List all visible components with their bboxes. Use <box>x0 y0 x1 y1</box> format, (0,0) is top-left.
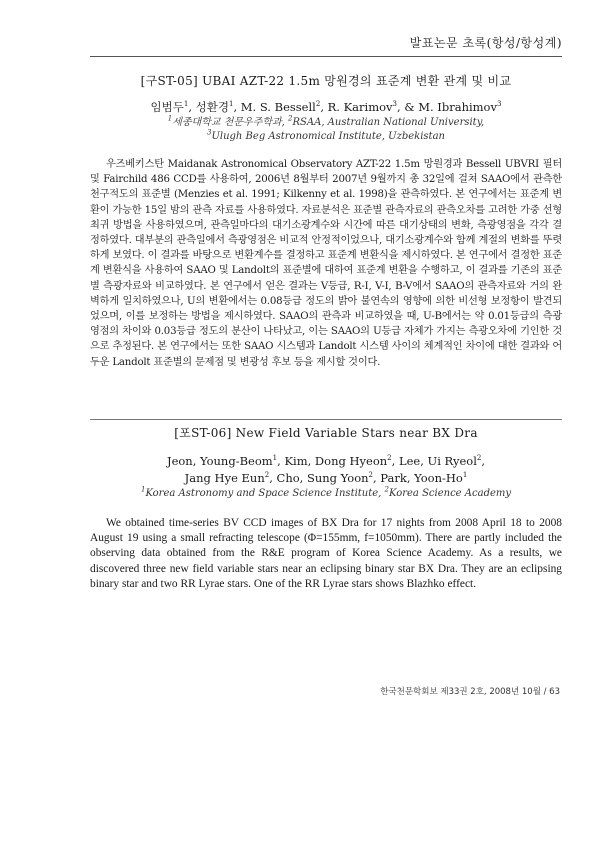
affiliation-mark: 1 <box>167 114 173 123</box>
author-name: , Kim, Dong Hyeon <box>277 454 388 468</box>
affiliation-text: Korea Astronomy and Space Science Institute, <box>145 488 385 499</box>
abstract <box>90 157 562 370</box>
author-name: , Lee, Ui Ryeol <box>391 454 477 468</box>
page-footer: 한국천문학회보 제33권 2호, 2008년 10월 / 63 <box>380 687 560 697</box>
paper-title: [포ST-06] New Field Variable Stars near BX Dra <box>174 426 478 440</box>
author-name: , & M. Ibrahimov <box>397 100 497 114</box>
author-affiliation-mark: 3 <box>392 100 398 109</box>
author-name: Jeon, Young-Beom <box>166 454 273 468</box>
author-name: , Cho, Sung Yoon <box>269 471 369 485</box>
author-name: , <box>481 454 486 468</box>
affiliation-line <box>90 116 562 130</box>
affiliation-text: Korea Science Academy <box>389 488 512 499</box>
author-affiliation-mark: 2 <box>315 100 321 109</box>
author-affiliation-mark: 1 <box>272 454 278 463</box>
author-affiliation-mark: 1 <box>228 100 234 109</box>
affiliation-line <box>90 130 562 144</box>
abstract-text: 우즈베키스탄 Maidanak Astronomical Observatory AZT-22 1.5m 망원경과 Bessell UBVRI 필터 및 Fairchild 486 CCD를 사용하여, 2006년 8월부터 2007년 9월까지 총 32일에 걸쳐 SAAO에서 관측한 천구적도의 표준별 (Menzies et al. 1991; Kilkenny et al. 1998)을 관측하였다. 본 연구에서는 표준계 변환이 가능한 15일 밤의 관측 자료를 사용하였다. 자료분석은 표준별 관측자료의 관측오차를 고려한 가중 선형최귀 방법을 사용하였으며, 관측일마다의 대기소광계수와 시간에 따른 대기상태의 변화, 측광영점을 각각 결정하였다. 대부분의 관측일에서 측광영점은 비교적 안정적이었으나, 대기소광계수와 함께 계절의 변화를 뚜렷하게 보였다. 이 결과를 바탕으로 변환계수를 결정하고 표준계 변환식을 제시하였다. 본 연구에서 결정한 표준계 변환식을 사용하여 SAAO 및 Landolt의 표준별에 대하여 표준계 변환을 수행하고, 이 결과를 기존의 표준별 측광자료와 비교하였다. 본 연구에서 얻은 결과는 V등급, R-I, V-I, B-V에서 SAAO의 관측자료와 거의 완벽하게 일치하였으나, U의 변환에서는 0.08등급 정도의 밝아 불연속의 영향에 의한 비선형 보정항이 발견되었으며, 이를 보정하는 방법을 제시하였다. SAAO의 관측과 비교하였을 때, U-B에서는 약 0.01등급의 측광영점의 차이와 0.03등급 정도의 분산이 나타났고, 이는 SAAO의 U등급 자체가 가지는 측광오차에 기인한 것으로 추정된다. 본 연구에서는 또한 SAAO 시스템과 Landolt 시스템 사이의 체계적인 차이에 대한 결과와 어두운 Landolt 표준별의 문제점 및 변광성 후보 등을 제시할 것이다. <box>90 159 562 368</box>
author-name: , M. S. Bessell <box>233 100 316 114</box>
author-list <box>90 470 562 487</box>
author-name: , 성환경 <box>188 100 229 114</box>
section-divider <box>90 419 562 420</box>
author-list <box>90 99 562 116</box>
author-name: , Park, Yoon-Ho <box>373 471 463 485</box>
author-affiliation-mark: 2 <box>476 454 482 463</box>
running-head: 발표논문 초록(항성/항성계) <box>409 36 562 50</box>
affiliation-mark: 2 <box>288 114 293 123</box>
affiliation-line <box>90 487 562 501</box>
author-affiliation-mark: 1 <box>462 471 468 480</box>
abstract-text: We obtained time-series BV CCD images of BX Dra for 17 nights from 2008 April 18 to 2008 August 19 using a small refracting telescope (Φ=155mm, f=1050mm). There are partly included the observing data obtained from the R&E program of Korea Science Academy. As a results, we discovered three new field variable stars near an eclipsing binary star BX Dra. They are an eclipsing binary star and two RR Lyrae stars. One of the RR Lyrae stars shows Blazhko effect. <box>90 517 562 590</box>
abstract <box>90 516 562 592</box>
author-affiliation-mark: 2 <box>387 454 392 463</box>
affiliation-mark: 2 <box>384 485 390 494</box>
author-affiliation-mark: 2 <box>368 471 373 480</box>
paper-st06 <box>90 424 562 592</box>
affiliation-text: RSAA, Australian National University, <box>292 117 485 128</box>
affiliation-mark: 3 <box>207 128 212 137</box>
author-affiliation-mark: 2 <box>264 471 270 480</box>
affiliation-mark: 1 <box>140 485 146 494</box>
header-rule <box>90 56 562 57</box>
affiliation-text: 세종대학교 천문우주학과, <box>172 117 289 128</box>
author-affiliation-mark: 3 <box>496 100 502 109</box>
author-name: , R. Karimov <box>320 100 393 114</box>
paper-title: [구ST-05] UBAI AZT-22 1.5m 망원경의 표준계 변환 관계 및 비교 <box>140 74 512 88</box>
affiliation-text: Ulugh Beg Astronomical Institute, Uzbekistan <box>211 131 445 142</box>
author-list <box>90 453 562 470</box>
paper-st05 <box>90 72 562 370</box>
author-affiliation-mark: 1 <box>183 100 189 109</box>
author-name: Jang Hye Eun <box>184 471 265 485</box>
author-name: 임범두 <box>150 100 184 114</box>
